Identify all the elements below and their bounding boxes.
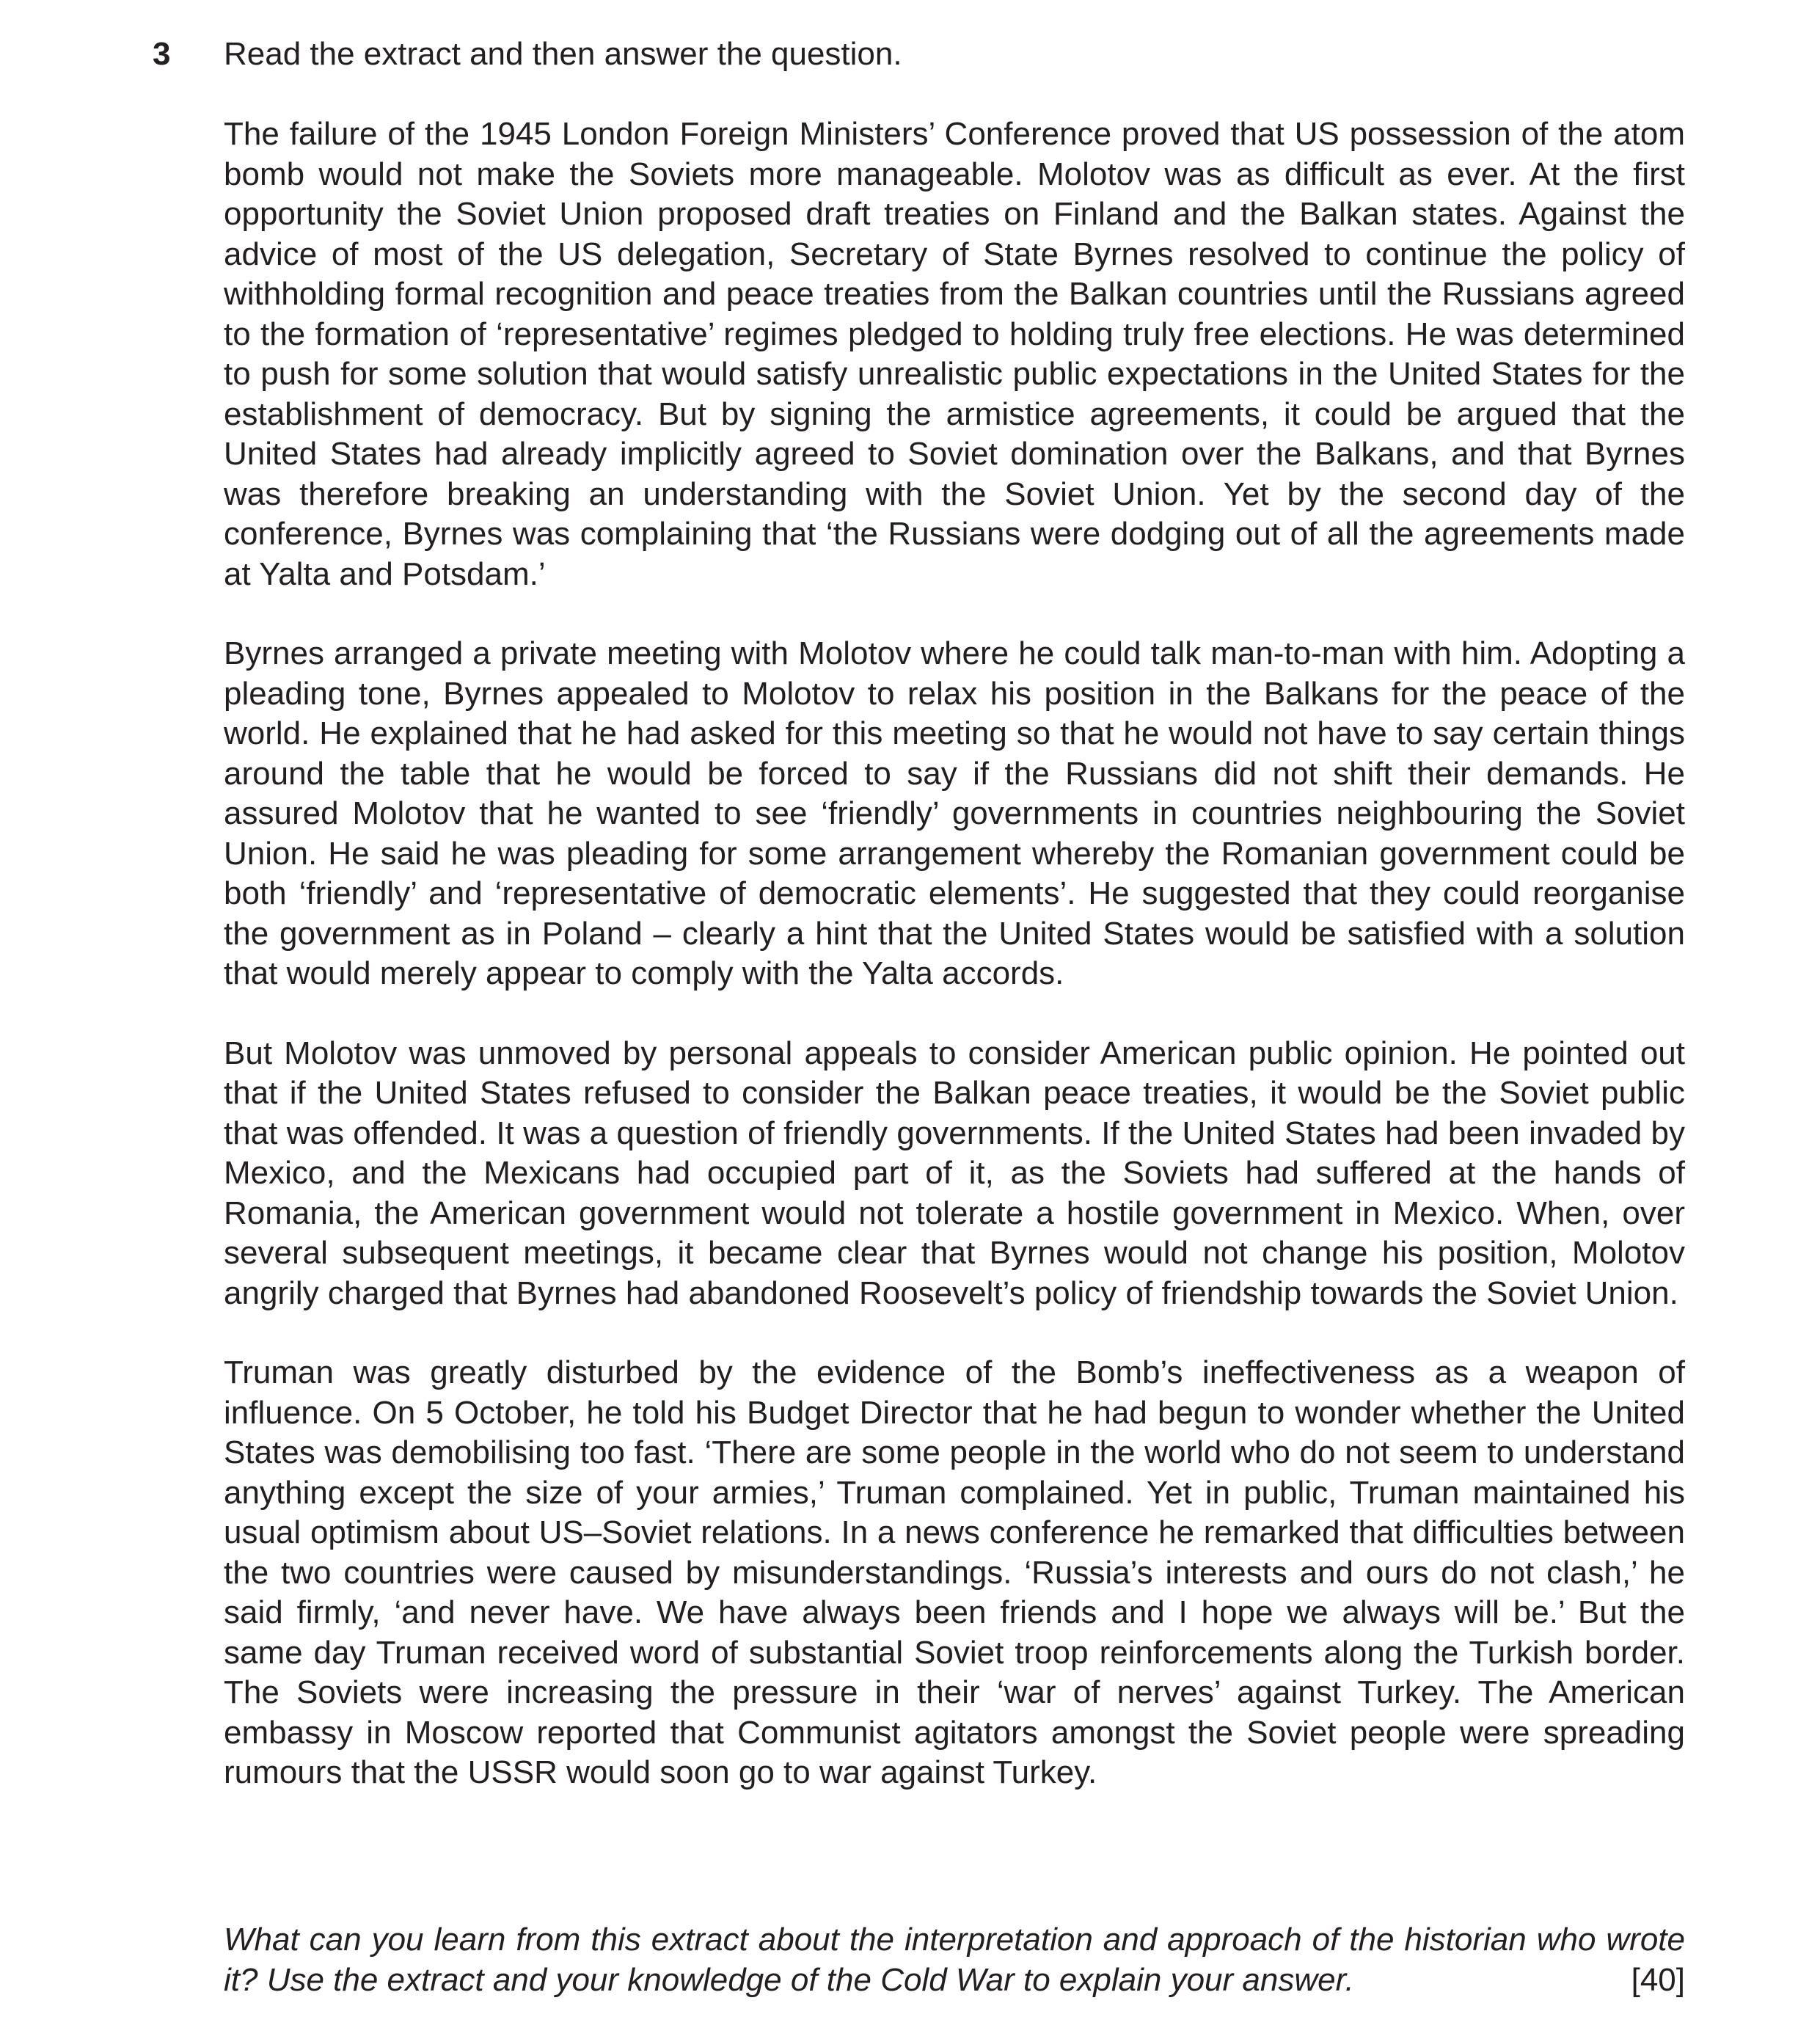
- extract: [224, 114, 1685, 1833]
- marks-allocation: [40]: [1631, 1962, 1685, 1998]
- question-number: 3: [153, 36, 171, 72]
- question-instruction: Read the extract and then answer the question.: [224, 36, 902, 72]
- extract-paragraph-2: Byrnes arranged a private meeting with Molotov where he could talk man-to-man with him. Adopting a pleading tone, Byrnes appealed to Molotov to relax his position in the Balkans for the peace of the world. He explained that he had asked for this meeting so that he would not have to say certain things around the table that he would be forced to say if the Russians did not shift their demands. He assured Molotov that he wanted to see ‘friendly’ governments in countries neighbouring the Soviet Union. He said he was pleading for some arrangement whereby the Romanian government could be both ‘friendly’ and ‘representative of democratic elements’. He suggested that they could reorganise the government as in Poland – clearly a hint that the United States would be satisfied with a solution that would merely appear to comply with the Yalta accords.: [224, 635, 1685, 991]
- question-prompt: What can you learn from this extract about the interpretation and approach of the historian who wrote it? Use the extract and your knowledge of the Cold War to explain your answer.: [224, 1922, 1685, 1998]
- extract-paragraph-4: Truman was greatly disturbed by the evidence of the Bomb’s ineffectiveness as a weapon of influence. On 5 October, he told his Budget Director that he had begun to wonder whether the United States was demobilising too fast. ‘There are some people in the world who do not seem to understand anything except the size of your armies,’ Truman complained. Yet in public, Truman maintained his usual optimism about US–Soviet relations. In a news conference he remarked that difficulties between the two countries were caused by misunderstandings. ‘Russia’s interests and ours do not clash,’ he said firmly, ‘and never have. We have always been friends and I hope we always will be.’ But the same day Truman received word of substantial Soviet troop reinforcements along the Turkish border. The Soviets were increasing the pressure in their ‘war of nerves’ against Turkey. The American embassy in Moscow reported that Communist agitators amongst the Soviet people were spreading rumours that the USSR would soon go to war against Turkey.: [224, 1354, 1685, 1790]
- extract-paragraph-1: The failure of the 1945 London Foreign Ministers’ Conference proved that US possession of the atom bomb would not make the Soviets more manageable. Molotov was as difficult as ever. At the first opportunity the Soviet Union proposed draft treaties on Finland and the Balkan states. Against the advice of most of the US delegation, Secretary of State Byrnes resolved to continue the policy of withholding formal recognition and peace treaties from the Balkan countries until the Russians agreed to the formation of ‘representative’ regimes pledged to holding truly free elections. He was determined to push for some solution that would satisfy unrealistic public expectations in the United States for the establishment of democracy. But by signing the armistice agreements, it could be argued that the United States had already implicitly agreed to Soviet domination over the Balkans, and that Byrnes was therefore breaking an understanding with the Soviet Union. Yet by the second day of the conference, Byrnes was complaining that ‘the Russians were dodging out of all the agreements made at Yalta and Potsdam.’: [224, 116, 1685, 592]
- extract-paragraph-3: But Molotov was unmoved by personal appeals to consider American public opinion. He pointed out that if the United States refused to consider the Balkan peace treaties, it would be the Soviet public that was offended. It was a question of friendly governments. If the United States had been invaded by Mexico, and the Mexicans had occupied part of it, as the Soviets had suffered at the hands of Romania, the American government would not tolerate a hostile government in Mexico. When, over several subsequent meetings, it became clear that Byrnes would not change his position, Molotov angrily charged that Byrnes had abandoned Roosevelt’s policy of friendship towards the Soviet Union.: [224, 1035, 1685, 1311]
